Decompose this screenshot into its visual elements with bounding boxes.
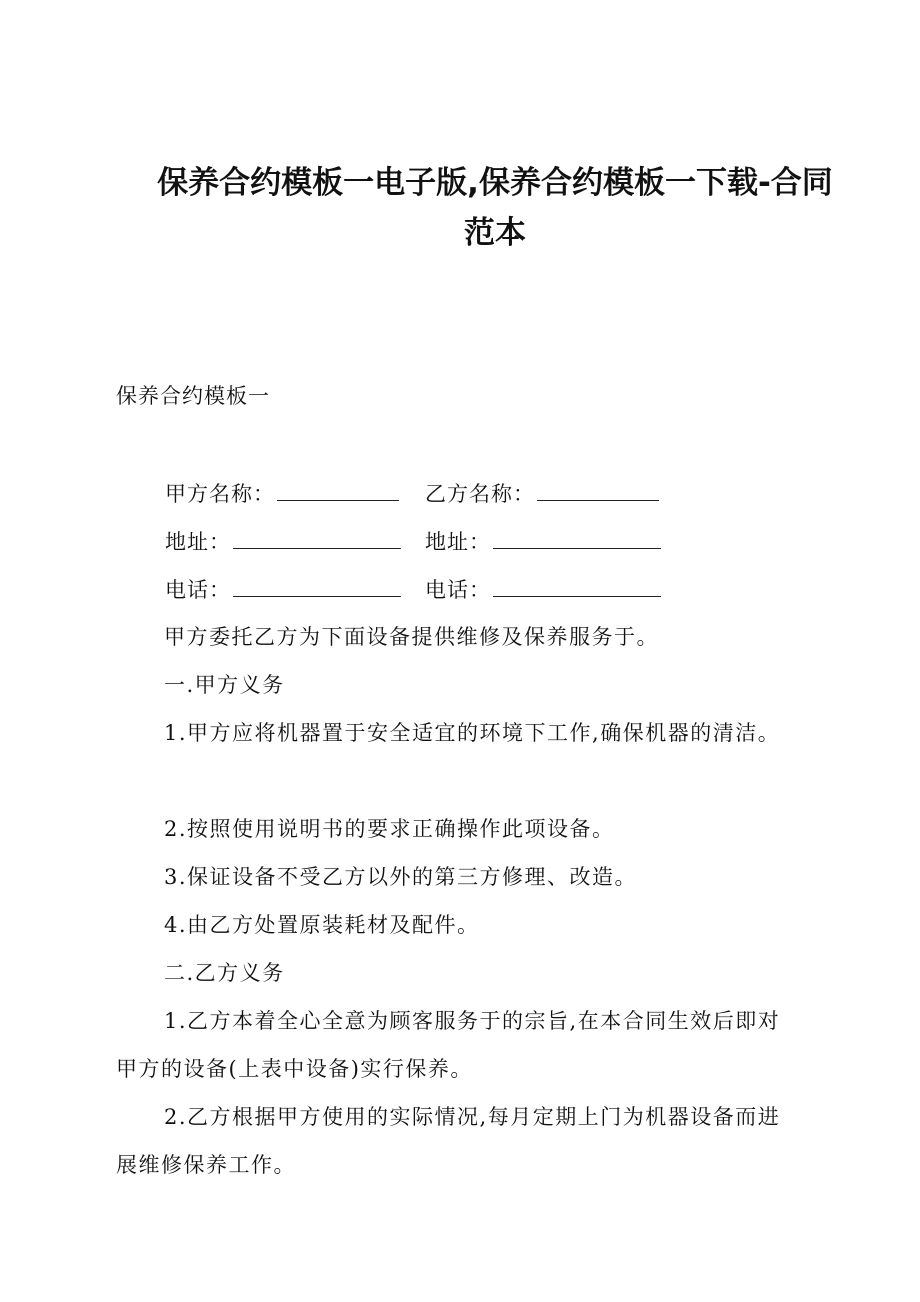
party-b-name-field	[425, 478, 659, 508]
party-b-phone-label: 电话：	[425, 578, 491, 602]
party-a-name-field	[165, 478, 399, 508]
paragraph-party-b-1: 1.乙方本着全心全意为顾客服务于的宗旨,在本合同生效后即对甲方的设备(上表中设备)实行保养。	[116, 1009, 781, 1081]
party-b-phone-blank	[493, 574, 661, 597]
party-b-address-blank	[493, 526, 661, 549]
document-title: 保养合约模板一电子版,保养合约模板一下载-合同范本	[157, 165, 833, 251]
paragraph-party-a-1: 1.甲方应将机器置于安全适宜的环境下工作,确保机器的清洁。	[164, 721, 781, 745]
party-b-address-label: 地址：	[425, 530, 491, 554]
party-a-name-blank	[277, 478, 399, 501]
paragraph-party-b-2: 2.乙方根据甲方使用的实际情况,每月定期上门为机器设备而进展维修保养工作。	[116, 1105, 781, 1177]
party-a-address-label: 地址：	[165, 530, 231, 554]
party-a-phone-field	[165, 574, 401, 604]
party-a-phone-label: 电话：	[165, 578, 231, 602]
document-subtitle: 保养合约模板一	[116, 384, 270, 408]
party-b-address-field	[425, 526, 661, 556]
party-a-name-label: 甲方名称：	[165, 482, 275, 506]
party-a-address-blank	[233, 526, 401, 549]
paragraph-party-a-2: 2.按照使用说明书的要求正确操作此项设备。	[164, 817, 615, 841]
party-a-address-field	[165, 526, 401, 556]
paragraph-party-a-3: 3.保证设备不受乙方以外的第三方修理、改造。	[164, 865, 638, 889]
heading-party-a-obligations: 一.甲方义务	[164, 673, 285, 697]
party-a-phone-blank	[233, 574, 401, 597]
heading-party-b-obligations: 二.乙方义务	[164, 961, 285, 985]
paragraph-intro: 甲方委托乙方为下面设备提供维修及保养服务于。	[164, 625, 659, 649]
field-row-address	[165, 526, 725, 562]
party-b-name-blank	[537, 478, 659, 501]
field-row-phone	[165, 574, 725, 610]
party-b-phone-field	[425, 574, 661, 604]
party-b-name-label: 乙方名称：	[425, 482, 535, 506]
paragraph-party-a-4: 4.由乙方处置原装耗材及配件。	[164, 913, 480, 937]
field-row-party-names	[165, 478, 725, 514]
